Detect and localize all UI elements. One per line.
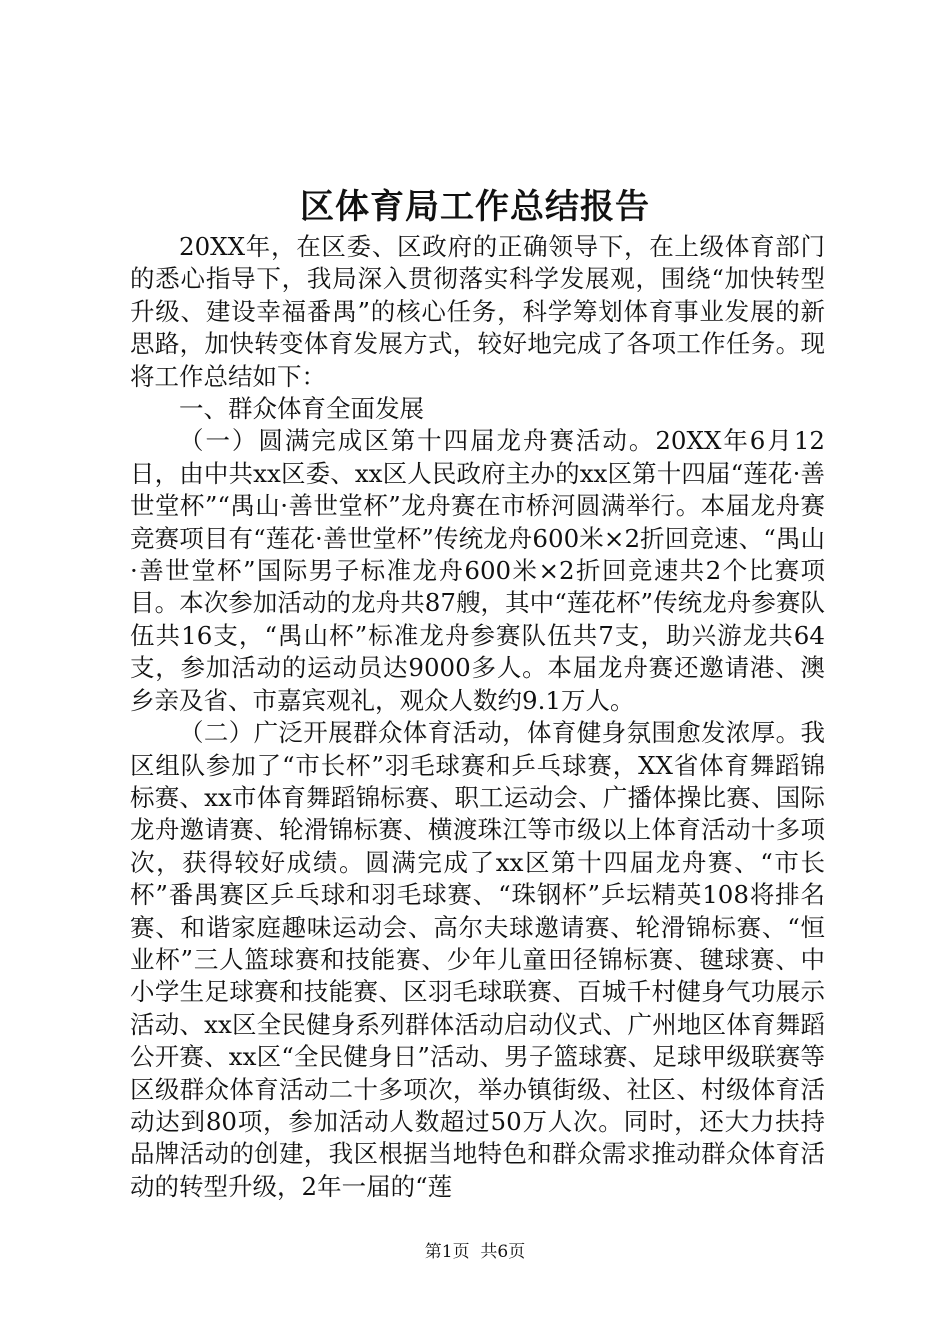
document-title: 区体育局工作总结报告 [300,187,650,227]
page-total: 共6页 [480,1242,526,1262]
intro-paragraph: 20XX年，在区委、区政府的正确领导下，在上级体育部门的悉心指导下，我局深入贯彻落实科学发展观，围绕“加快转型升级、建设幸福番禺”的核心任务，科学筹划体育事业发展的新思路，加快转变体育发展方式，较好地完成了各项工作任务。现将工作总结如下： [130,232,825,391]
body-paragraph: （一）圆满完成区第十四届龙舟赛活动。20XX年6月12日，由中共xx区委、xx区人民政府主办的xx区第十四届“莲花·善世堂杯”“禺山·善世堂杯”龙舟赛在市桥河圆满举行。本届龙舟赛竞赛项目有“莲花·善世堂杯”传统龙舟600米×2折回竞速、“禺山·善世堂杯”国际男子标准龙舟600米×2折回竞速共2个比赛项目。本次参加活动的龙舟共87艘，其中“莲花杯”传统龙舟参赛队伍共16支，“禺山杯”标准龙舟参赛队伍共7支，助兴游龙共64支，参加活动的运动员达9000多人。本届龙舟赛还邀请港、澳乡亲及省、市嘉宾观礼，观众人数约9.1万人。 [130,426,825,715]
body-paragraph: （二）广泛开展群众体育活动，体育健身氛围愈发浓厚。我区组队参加了“市长杯”羽毛球赛和乒乓球赛，XX省体育舞蹈锦标赛、xx市体育舞蹈锦标赛、职工运动会、广播体操比赛、国际龙舟邀请赛、轮滑锦标赛、横渡珠江等市级以上体育活动十多项次，获得较好成绩。圆满完成了xx区第十四届龙舟赛、“市长杯”番禺赛区乒乓球和羽毛球赛、“珠钢杯”乒坛精英108将排名赛、和谐家庭趣味运动会、高尔夫球邀请赛、轮滑锦标赛、“恒业杯”三人篮球赛和技能赛、少年儿童田径锦标赛、毽球赛、中小学生足球赛和技能赛、区羽毛球联赛、百城千村健身气功展示活动、xx区全民健身系列群体活动启动仪式、广州地区体育舞蹈公开赛、xx区“全民健身日”活动、男子篮球赛、足球甲级联赛等区级群众体育活动二十多项次，举办镇街级、社区、村级体育活动达到80项，参加活动人数超过50万人次。同时，还大力扶持品牌活动的创建，我区根据当地特色和群众需求推动群众体育活动的转型升级，2年一届的“莲 [130,718,825,1201]
page-footer [0,1240,950,1264]
document-body [130,231,825,1203]
section-heading: 一、群众体育全面发展 [179,394,424,424]
page-number: 第1页 [424,1242,470,1262]
